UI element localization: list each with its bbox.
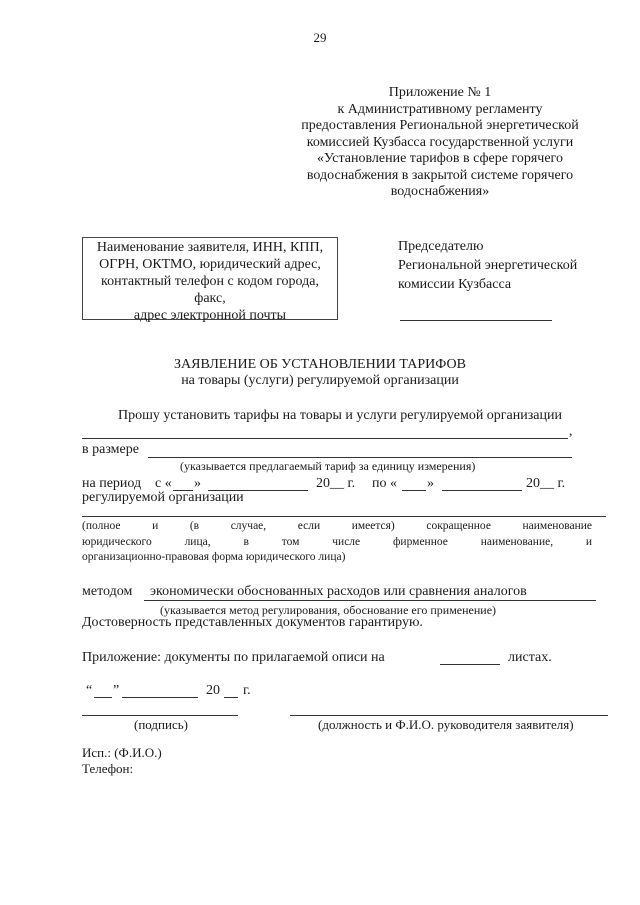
org-hint-line: (полное и (в случае, если имеется) сокращенное наименование bbox=[82, 520, 593, 532]
method-label: методом bbox=[82, 584, 133, 599]
document-title: ЗАЯВЛЕНИЕ ОБ УСТАНОВЛЕНИИ ТАРИФОВ bbox=[174, 357, 466, 372]
method-fill-line bbox=[144, 600, 596, 601]
period-to-close: » bbox=[427, 476, 434, 491]
document-subtitle: на товары (услуги) регулируемой организации bbox=[181, 373, 459, 388]
addressee bbox=[398, 237, 577, 294]
attachment-label: Приложение: документы по прилагаемой описи на bbox=[82, 650, 385, 665]
org-name-fill-line bbox=[82, 516, 606, 517]
appendix-line: водоснабжения в закрытой системе горячего bbox=[306, 167, 574, 183]
applicant-box-line: адрес электронной почты bbox=[133, 308, 287, 323]
appendix-line: водоснабжения» bbox=[390, 184, 490, 199]
method-value: экономически обоснованных расходов или сравнения аналогов bbox=[150, 584, 527, 599]
method-hint: (указывается метод регулирования, обоснование его применение) bbox=[160, 603, 497, 617]
organization-fill-line bbox=[82, 438, 568, 439]
date-year: 20 bbox=[206, 683, 220, 698]
position-hint: (должность и Ф.И.О. руководителя заявителя) bbox=[318, 717, 574, 732]
amount-fill-line bbox=[148, 457, 572, 458]
applicant-box-line: контактный телефон с кодом города, bbox=[101, 274, 319, 289]
guarantee-text: Достоверность представленных документов гарантирую. bbox=[82, 615, 423, 630]
date-close-quote: ” bbox=[113, 683, 120, 698]
date-month-line bbox=[122, 697, 198, 698]
request-comma: , bbox=[569, 424, 573, 439]
applicant-box-line: Наименование заявителя, ИНН, КПП, bbox=[96, 240, 324, 255]
request-text: Прошу установить тарифы на товары и услуги регулируемой организации bbox=[118, 408, 562, 423]
applicant-box-line: факс, bbox=[194, 291, 226, 306]
org-label: регулируемой организации bbox=[82, 490, 244, 505]
date-year-suffix: г. bbox=[243, 683, 251, 698]
period-to-month-line bbox=[442, 490, 522, 491]
period-to-day-line bbox=[402, 490, 426, 491]
period-label: на период bbox=[82, 476, 142, 491]
executor-label: Исп.: (Ф.И.О.) bbox=[82, 745, 162, 760]
addressee-line: комиссии Кузбасса bbox=[398, 277, 512, 292]
signature-line bbox=[82, 715, 238, 716]
appendix-line: «Установление тарифов в сфере горячего bbox=[317, 151, 563, 166]
addressee-line: Председателю bbox=[398, 239, 484, 254]
org-hint-line: юридического лица, в том числе фирменное наименование, и bbox=[82, 536, 593, 548]
period-from-close: » bbox=[194, 476, 201, 491]
applicant-box-line: ОГРН, ОКТМО, юридический адрес, bbox=[99, 257, 321, 272]
period-from-year: 20__ г. bbox=[316, 476, 356, 491]
addressee-line: Региональной энергетической bbox=[398, 258, 578, 273]
appendix-line: предоставления Региональной энергетической bbox=[301, 118, 579, 133]
applicant-details-box bbox=[82, 237, 338, 323]
date-day-line bbox=[94, 697, 112, 698]
appendix-line: к Административному регламенту bbox=[337, 101, 543, 117]
period-to-year: 20__ г. bbox=[526, 476, 566, 491]
position-line bbox=[290, 715, 608, 716]
date-year-line bbox=[224, 697, 238, 698]
period-to-open: по « bbox=[372, 476, 397, 491]
amount-label: в размере bbox=[82, 442, 139, 457]
org-hint-line: организационно-правовая форма юридического лица) bbox=[82, 551, 346, 563]
appendix-header bbox=[280, 85, 600, 201]
addressee-signature-line bbox=[400, 320, 552, 321]
signature-hint: (подпись) bbox=[134, 717, 188, 732]
amount-hint: (указывается предлагаемый тариф за единицу измерения) bbox=[180, 459, 476, 473]
attachment-sheets-line bbox=[440, 664, 500, 665]
date-open-quote: “ bbox=[86, 683, 93, 698]
period-from-open: с « bbox=[155, 476, 172, 491]
phone-label: Телефон: bbox=[82, 761, 134, 776]
attachment-suffix: листах. bbox=[508, 650, 552, 665]
appendix-line: Приложение № 1 bbox=[388, 85, 492, 100]
page-number: 29 bbox=[313, 30, 327, 45]
appendix-line: комиссией Кузбасса государственной услуги bbox=[306, 134, 574, 150]
